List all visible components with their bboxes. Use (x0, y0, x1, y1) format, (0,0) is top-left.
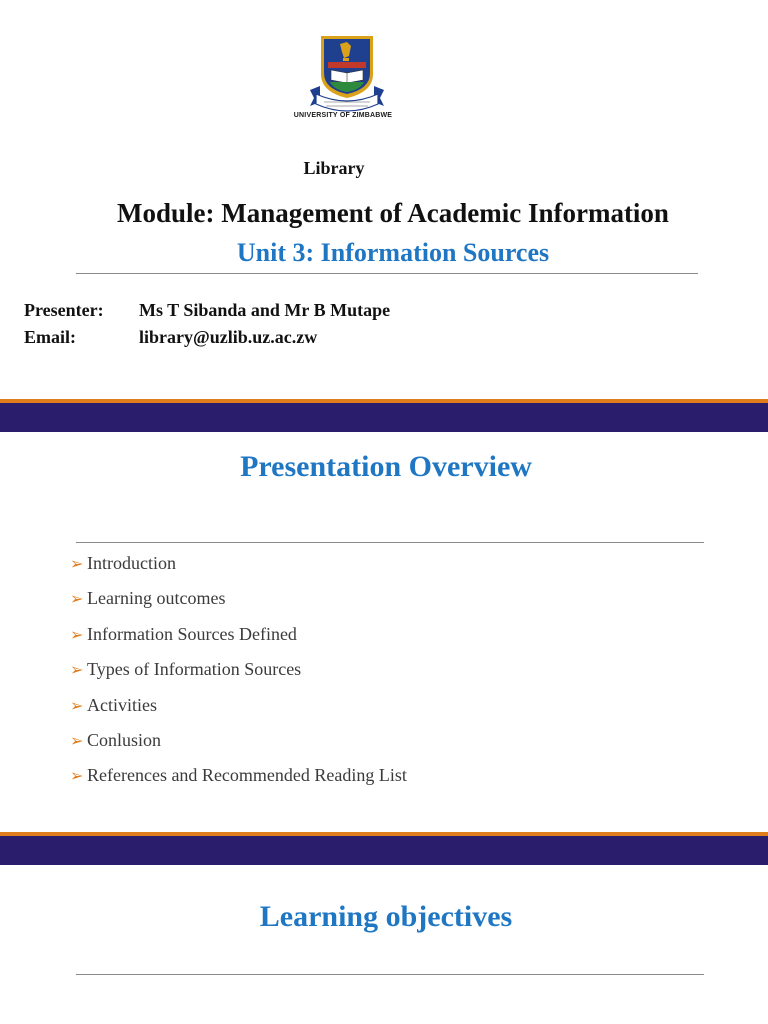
list-item-label: Conlusion (87, 729, 162, 750)
list-item-label: References and Recommended Reading List (87, 765, 407, 786)
arrow-bullet-icon: ➢ (70, 766, 84, 786)
arrow-bullet-icon: ➢ (70, 695, 84, 715)
overview-list (70, 550, 407, 798)
list-item-label: Activities (87, 694, 157, 715)
list-item (70, 550, 407, 585)
university-name-caption: UNIVERSITY OF ZIMBABWE (293, 112, 393, 119)
email-label: Email: (24, 327, 76, 347)
overview-slide (0, 432, 768, 832)
email-value: library@uzlib.uz.ac.zw (139, 327, 318, 347)
list-item-label: Information Sources Defined (87, 623, 297, 644)
slide-separator-band (0, 399, 768, 432)
module-title: Module: Management of Academic Information (117, 198, 669, 228)
arrow-bullet-icon: ➢ (70, 554, 84, 573)
list-item-label: Introduction (87, 553, 176, 573)
slide-separator-band (0, 832, 768, 865)
objectives-divider (76, 974, 704, 975)
list-item-label: Types of Information Sources (87, 659, 302, 680)
list-item (70, 621, 407, 656)
arrow-bullet-icon: ➢ (70, 589, 84, 609)
presenter-row (24, 300, 390, 321)
university-crest-icon (304, 32, 390, 124)
list-item (70, 692, 407, 727)
overview-title: Presentation Overview (240, 450, 532, 483)
unit-title: Unit 3: Information Sources (236, 238, 550, 267)
overview-divider (76, 542, 704, 543)
list-item (70, 762, 407, 797)
email-row (24, 327, 317, 348)
list-item-label: Learning outcomes (87, 588, 226, 609)
presenter-label: Presenter: (24, 300, 104, 320)
list-item (70, 656, 407, 691)
objectives-title: Learning objectives (259, 900, 513, 933)
objectives-slide (0, 866, 768, 1024)
list-item (70, 727, 407, 762)
list-item (70, 585, 407, 620)
presenter-value: Ms T Sibanda and Mr B Mutape (139, 300, 391, 320)
arrow-bullet-icon: ➢ (70, 730, 84, 750)
library-label: Library (303, 158, 365, 178)
arrow-bullet-icon: ➢ (70, 660, 84, 680)
arrow-bullet-icon: ➢ (70, 624, 84, 644)
title-divider (76, 273, 698, 274)
title-slide (0, 0, 768, 400)
